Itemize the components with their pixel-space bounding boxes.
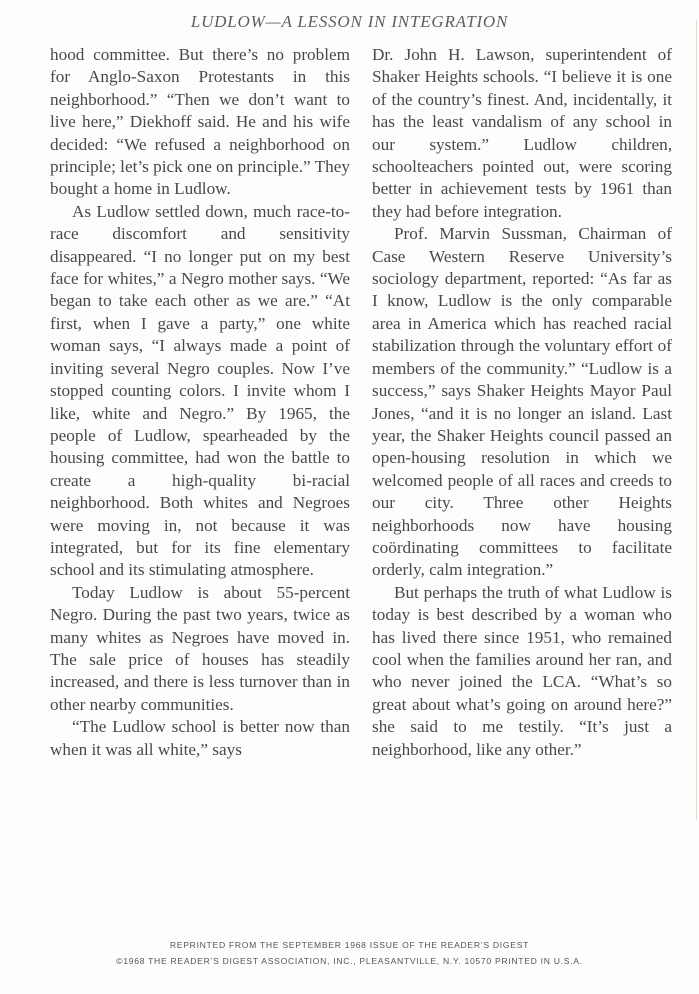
paragraph: hood committee. But there’s no problem for Anglo-Saxon Protestants in this neighborhood.” “Then we don’t want to live here,” Diekhoff said. He and his wife decided: “We refused a neighborhood on principle; let’s pick one on principle.” They bought a home in Ludlow.	[50, 45, 350, 199]
paragraph: Dr. John H. Lawson, superintendent of Shaker Heights schools. “I believe it is one of the country’s finest. And, incidentally, it has the least vandalism of any school in our system.” Ludlow children, schoolteachers pointed out, were scoring better in achievement tests by 1961 than they had before integration.	[372, 45, 672, 221]
paragraph: Prof. Marvin Sussman, Chairman of Case Western Reserve University’s sociology department, reported: “As far as I know, Ludlow is the only comparable area in America which has reached racial stabilization through the voluntary effort of members of the community.” “Ludlow is a success,” says Shaker Heights Mayor Paul Jones, “and it is no longer an island. Last year, the Shaker Heights council passed an open-housing resolution in which we welcomed people of all races and creeds to our city. Three other Heights neighborhoods now have housing coördinating committees to facilitate orderly, calm integration.”	[372, 224, 672, 580]
footer-line-reprint: REPRINTED FROM THE SEPTEMBER 1968 ISSUE OF THE READER’S DIGEST	[169, 940, 530, 950]
footer-line-copyright: ©1968 THE READER’S DIGEST ASSOCIATION, INC., PLEASANTVILLE, N.Y. 10570 PRINTED IN U.S.A.	[116, 956, 583, 966]
page-edge-line	[696, 20, 697, 820]
left-column	[50, 44, 350, 761]
paragraph: As Ludlow settled down, much race-to-race discomfort and sensitivity disappeared. “I no longer put on my best face for whites,” a Negro mother says. “We began to take each other as we are.” “At first, when I gave a party,” one white woman says, “I always made a point of inviting several Negro couples. Now I’ve stopped counting colors. I invite whom I like, white and Negro.” By 1965, the people of Ludlow, spearheaded by the housing committee, had won the battle to create a high-quality bi-racial neighborhood. Both whites and Negroes were moving in, not because it was integrated, but for its fine elementary school and its stimulating atmosphere.	[50, 201, 350, 580]
paragraph: “The Ludlow school is better now than when it was all white,” says	[50, 717, 350, 759]
running-header: LUDLOW—A LESSON IN INTEGRATION	[190, 12, 509, 31]
right-column	[372, 44, 672, 761]
paragraph: But perhaps the truth of what Ludlow is today is best described by a woman who has lived there since 1951, who remained cool when the families around her ran, and who never joined the LCA. “What’s so great about what’s going on around here?” she said to me testily. “It’s just a neighborhood, like any other.”	[372, 582, 672, 759]
reprint-footer	[0, 937, 699, 969]
paragraph: Today Ludlow is about 55-percent Negro. During the past two years, twice as many whites as Negroes have moved in. The sale price of houses has steadily increased, and there is less turnover than in other nearby communities.	[50, 582, 350, 714]
